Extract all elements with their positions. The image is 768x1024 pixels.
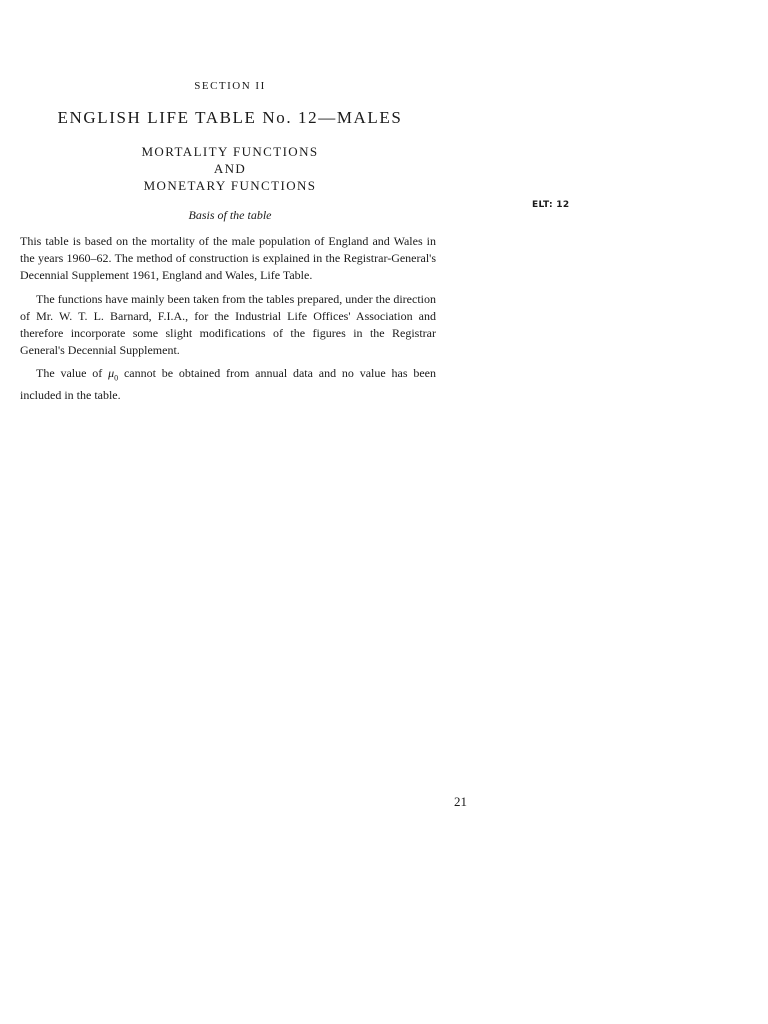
body-text [20,233,436,410]
mu-symbol: μ [108,366,115,381]
paragraph-3 [20,365,436,404]
paragraph-3-end: cannot be obtained from annual data and no value has been included in the table. [20,366,436,403]
section-heading: Basis of the table [188,208,272,222]
subtitle-line-1: MORTALITY FUNCTIONS [141,144,319,159]
subtitle-line-3: MONETARY FUNCTIONS [143,178,317,193]
subtitle-line-2: AND [213,161,247,176]
table-tag: ELT: 12 [532,200,570,210]
page-number: 21 [454,794,467,809]
paragraph-1: This table is based on the mortality of the male population of England and Wales in the years 1960–62. The method of construction is explained in the Registrar-General's Decennial Supplement 1961, England and Wales, Life Table. [20,234,436,283]
page-title: ENGLISH LIFE TABLE No. 12—MALES [57,108,403,127]
mu-subscript: 0 [114,373,119,383]
paragraph-2: The functions have mainly been taken from the tables prepared, under the direction of Mr. W. T. L. Barnard, F.I.A., for the Industrial Life Offices' Association and therefore incorporate some slight modifications of the figures in the Registrar General's Decennial Supplement. [20,291,436,358]
paragraph-3-start: The value of [36,366,109,381]
section-label: SECTION II [194,80,266,92]
subtitle-block [0,143,460,194]
